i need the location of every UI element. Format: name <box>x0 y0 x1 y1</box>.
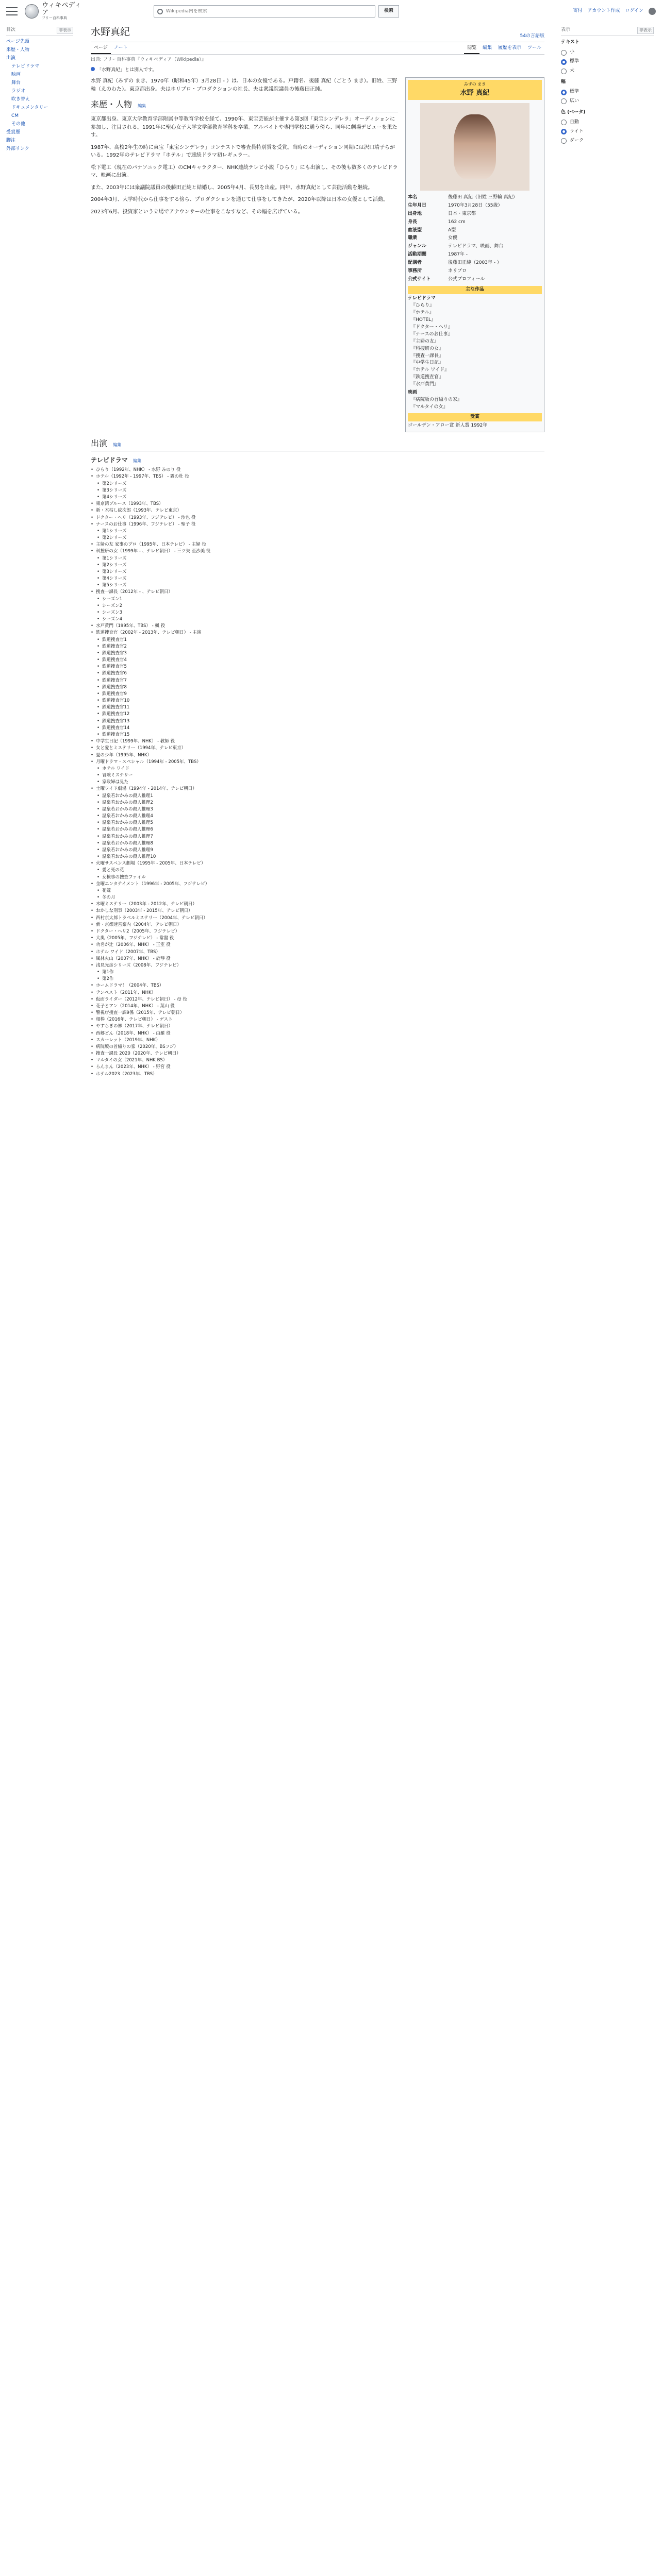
work-item[interactable]: • 火曜サスペンス劇場（1995年 - 2005年、日本テレビ） <box>91 860 544 867</box>
work-item[interactable]: • 東京湾ブルース（1993年、TBS） <box>91 501 544 507</box>
work-subitem[interactable]: • 温泉若おかみの殺人推理8 <box>97 840 544 847</box>
work-item[interactable]: • 警視庁捜査一課9係（2015年、テレビ朝日） <box>91 1010 544 1016</box>
work-sublist <box>97 888 544 901</box>
infobox-work-link[interactable]: 『ナースのお仕事』 <box>411 331 453 337</box>
infobox-value: 公式プロフィール <box>448 277 485 282</box>
work-item[interactable]: • 新・木枯し紋次郎（1993年、テレビ東京） <box>91 507 544 514</box>
work-item[interactable]: • ドクター・ヘリ（1993年、フジテレビ） - 沙也 役 <box>91 515 544 521</box>
toc-sidebar <box>6 27 73 154</box>
intro-paragraph: 水野 真紀（みずの まき、1970年（昭和45年）3月28日 - ）は、日本の女優である。戸籍名、後藤 真紀（ごとう まき）。旧姓、三野輪（えのわた）。東京都出身。夫はホリプロ・プロダクションの社長、夫は衆議院議員の後藤田正純。 <box>91 78 398 92</box>
bio-paragraph: 1987年、高校2年生の時に東宝「東宝シンデレラ」コンテストで審査員特別賞を受賞。当時のオーディション同期には沢口靖子らがいる。1992年のテレビドラマ「ホテル」で連続ドラマ初レギュラー。 <box>91 144 395 159</box>
edit-section-link[interactable]: 編集 <box>113 442 122 447</box>
section-appearances-heading <box>91 437 544 451</box>
work-sublist <box>97 481 544 501</box>
work-item[interactable]: • ひらり（1992年、NHK） - 水野 みのり 役 <box>91 467 544 473</box>
wikipedia-globe-icon <box>25 4 39 19</box>
toc-item[interactable]: その他 <box>11 121 26 127</box>
work-subitem[interactable]: • 温泉若おかみの殺人推理1 <box>97 793 544 800</box>
work-subitem[interactable]: • 第5シリーズ <box>97 582 544 589</box>
infobox-label: 事務所 <box>408 268 422 274</box>
color-radio[interactable] <box>561 137 654 146</box>
toc-list <box>6 38 73 153</box>
infobox-row <box>408 210 542 218</box>
info-icon <box>91 67 95 71</box>
color-label: ライト <box>570 128 584 134</box>
search-button[interactable]: 検索 <box>378 5 399 18</box>
work-item[interactable]: • 主婦の友 家事のプロ（1995年、日本テレビ） - 主婦 役 <box>91 541 544 548</box>
color-label: 自動 <box>570 119 580 125</box>
infobox-work-link[interactable]: 『科捜研の女』 <box>411 346 444 351</box>
tagline: 出典: フリー百科事典『ウィキペディア（Wikipedia）』 <box>91 57 206 63</box>
text-size-radio[interactable] <box>561 48 654 57</box>
toc-item[interactable]: 外部リンク <box>6 146 29 151</box>
work-item[interactable]: • 風林火山（2007年、NHK） - 於琴 役 <box>91 956 544 962</box>
site-logo[interactable] <box>25 2 87 21</box>
work-subitem[interactable]: • 温泉若おかみの殺人推理5 <box>97 820 544 826</box>
main-menu-icon[interactable] <box>6 7 18 15</box>
work-sublist <box>97 766 544 786</box>
infobox-row <box>408 194 542 202</box>
infobox-row <box>408 251 542 259</box>
section-bio-title: 来歴・人物 <box>91 99 133 110</box>
work-subitem[interactable]: • 冬の月 <box>97 894 544 901</box>
work-subitem[interactable]: • 鉄道捜査官8 <box>97 684 544 691</box>
work-subitem[interactable]: • 鉄道捜査官15 <box>97 732 544 738</box>
work-item[interactable]: • 新・京都迷宮案内（2004年、テレビ朝日） <box>91 922 544 928</box>
infobox <box>405 77 544 432</box>
appearance-hide-button[interactable]: 非表示 <box>637 27 654 34</box>
work-subitem[interactable]: • 花嫁 <box>97 888 544 894</box>
work-subitem[interactable]: • 鉄道捜査官14 <box>97 725 544 732</box>
radio-button-icon[interactable] <box>561 50 567 56</box>
work-item[interactable]: • やすらぎの郷（2017年、テレビ朝日） <box>91 1023 544 1030</box>
work-subitem[interactable]: • 鉄道捜査官7 <box>97 677 544 684</box>
infobox-row <box>408 218 542 227</box>
search-box[interactable] <box>154 5 375 18</box>
section-appearances-title: 出演 <box>91 438 108 448</box>
work-subitem[interactable]: • 鉄道捜査官2 <box>97 643 544 650</box>
infobox-work-link[interactable]: 『鉄道捜査官』 <box>411 375 444 380</box>
text-size-label: 大 <box>570 68 575 74</box>
infobox-works-title: 主な作品 <box>408 286 542 294</box>
language-button[interactable]: 54の言語版 <box>520 33 544 39</box>
create-account-link[interactable]: アカウント作成 <box>587 8 620 14</box>
work-subitem[interactable]: • 第1作 <box>97 969 544 976</box>
work-subitem[interactable]: • ホテル ワイド <box>97 766 544 772</box>
text-size-radio[interactable] <box>561 57 654 66</box>
radio-button-icon[interactable] <box>561 59 567 65</box>
work-subitem[interactable]: • シーズン3 <box>97 609 544 616</box>
infobox-row <box>408 227 542 235</box>
article-body <box>91 77 398 432</box>
work-item[interactable]: • 捜査一課長（2012年 - 、テレビ朝日） <box>91 589 544 596</box>
toc-item[interactable]: 舞台 <box>11 80 21 86</box>
toc-item[interactable]: 来歴・人物 <box>6 47 30 53</box>
infobox-label: 職業 <box>408 235 418 241</box>
infobox-label: ジャンル <box>408 244 426 249</box>
work-item[interactable]: • ホテル（1992年 - 1997年、TBS） - 霧の杜 役 <box>91 473 544 480</box>
work-subitem[interactable]: • 第2作 <box>97 976 544 982</box>
color-title: 色 (ベータ) <box>561 109 586 115</box>
work-subitem[interactable]: • シーズン2 <box>97 603 544 609</box>
work-item[interactable]: • 仮面ライダー（2012年、テレビ朝日） - 母 役 <box>91 996 544 1003</box>
color-radio[interactable] <box>561 118 654 127</box>
text-size-title: テキスト <box>561 40 580 45</box>
work-item[interactable]: • 金曜エンタテイメント（1996年 - 2005年、フジテレビ） <box>91 881 544 888</box>
infobox-works-sub: テレビドラマ <box>408 296 436 301</box>
work-subitem[interactable]: • シーズン1 <box>97 596 544 603</box>
work-item[interactable]: • スカーレット（2019年、NHK） <box>91 1037 544 1044</box>
infobox-award-section: 受賞 <box>408 413 542 421</box>
radio-button-icon[interactable] <box>561 129 567 134</box>
width-label: 広い <box>570 98 580 104</box>
infobox-row <box>408 243 542 251</box>
toc-title: 目次 <box>6 27 16 32</box>
work-subitem[interactable]: • 第1シリーズ <box>97 528 544 535</box>
work-subitem[interactable]: • 第1シリーズ <box>97 555 544 562</box>
login-link[interactable]: ログイン <box>625 8 643 14</box>
site-header <box>0 0 662 23</box>
infobox-value: 後藤田正純（2003年 - ） <box>448 260 502 266</box>
work-item[interactable]: • 相棒（2016年、テレビ朝日） - ゲスト <box>91 1016 544 1023</box>
work-subitem[interactable]: • 温泉若おかみの殺人推理10 <box>97 854 544 860</box>
infobox-value: ホリプロ <box>448 268 467 274</box>
portrait-image[interactable] <box>420 103 529 191</box>
work-subitem[interactable]: • 鉄道捜査官5 <box>97 664 544 670</box>
work-item[interactable]: • 捜査一課長 2020（2020年、テレビ朝日） <box>91 1050 544 1057</box>
infobox-row <box>408 267 542 276</box>
width-radio[interactable] <box>561 97 654 106</box>
site-subtitle: フリー百科事典 <box>42 16 68 21</box>
text-size-label: 標準 <box>570 59 580 64</box>
bio-paragraph: 東京都出身。東京大学教育学部附属中等教育学校を経て、1990年、東宝芸能が主催する第3回「東宝シンデレラ」オーディションに参加し、注目される。1991年に聖心女子大学文学部教育学科を卒業。アルバイトや専門学校に通う傍ら、同年に劇場デビューを果たす。 <box>91 116 398 139</box>
work-subitem[interactable]: • 第2シリーズ <box>97 535 544 541</box>
text-size-radio[interactable] <box>561 66 654 76</box>
work-subitem[interactable]: • 第3シリーズ <box>97 487 544 494</box>
infobox-rows <box>408 194 542 284</box>
page-tabs <box>91 44 544 55</box>
section-bio-heading <box>91 98 398 112</box>
work-subitem[interactable]: • シーズン4 <box>97 616 544 623</box>
work-sublist <box>97 555 544 589</box>
work-item[interactable]: • ナースのお仕事（1996年、フジテレビ） - 聖子 役 <box>91 521 544 528</box>
site-title: ウィキペディア <box>42 1 81 17</box>
work-item[interactable]: • ドクター・ヘリ2（2005年、フジテレビ） <box>91 928 544 935</box>
header-links <box>573 8 656 15</box>
user-menu-icon[interactable] <box>649 8 656 15</box>
work-sublist <box>97 793 544 861</box>
work-subitem[interactable]: • 温泉若おかみの殺人推理6 <box>97 826 544 833</box>
main-content <box>91 25 544 1078</box>
work-item[interactable]: • 科捜研の女（1999年 - 、テレビ朝日） - 三ツ矢 亜沙美 役 <box>91 548 544 555</box>
work-subitem[interactable]: • 家政婦は見た <box>97 779 544 786</box>
bio-paragraphs <box>91 115 398 216</box>
infobox-work-link[interactable]: 『ホテル』 <box>411 310 434 315</box>
toc-item[interactable]: 脚注 <box>6 138 16 143</box>
toc-item[interactable]: テレビドラマ <box>11 64 39 70</box>
work-subitem[interactable]: • 温泉若おかみの殺人推理3 <box>97 806 544 813</box>
infobox-label: 生年月日 <box>408 202 427 208</box>
work-item[interactable]: • らんまん（2023年、NHK） - 野宮 役 <box>91 1064 544 1071</box>
work-subitem[interactable]: • 鉄道捜査官1 <box>97 637 544 643</box>
work-item[interactable]: • ホテル ワイド（2007年、TBS） <box>91 949 544 956</box>
width-options <box>561 88 654 106</box>
infobox-work-link[interactable]: 『水戸黄門』 <box>411 382 439 387</box>
work-item[interactable]: • ホームドラマ！（2004年、TBS） <box>91 982 544 989</box>
tab-talk[interactable]: ノート <box>113 45 128 51</box>
infobox-value: 後藤田 真紀（旧姓 三野輪 真紀） <box>448 194 518 200</box>
work-subitem[interactable]: • 第2シリーズ <box>97 481 544 487</box>
work-item[interactable]: • おかしな刑事（2003年 - 2015年、テレビ朝日） <box>91 908 544 914</box>
infobox-value: 女優 <box>448 235 458 241</box>
infobox-row <box>408 276 542 284</box>
search-icon <box>157 9 163 14</box>
work-subitem[interactable]: • 鉄道捜査官12 <box>97 711 544 718</box>
infobox-films-list <box>408 397 542 411</box>
infobox-film-link[interactable]: 『病院坂の首縊りの家』 <box>411 397 462 403</box>
work-item[interactable]: • 月曜ドラマ・スペシャル（1994年 - 2005年、TBS） <box>91 759 544 766</box>
infobox-row <box>408 202 542 210</box>
work-subitem[interactable]: • 冒険ミステリー <box>97 772 544 779</box>
infobox-works-list <box>408 302 542 388</box>
infobox-value: A型 <box>448 227 456 233</box>
appearance-sidebar <box>561 27 654 146</box>
tab-read[interactable]: 閲覧 <box>464 44 479 54</box>
color-label: ダーク <box>570 138 584 143</box>
work-subitem[interactable]: • 第3シリーズ <box>97 569 544 575</box>
edit-section-link[interactable]: 編集 <box>138 104 146 109</box>
work-subitem[interactable]: • 第2シリーズ <box>97 562 544 569</box>
section-tv-heading <box>91 455 544 465</box>
radio-button-icon[interactable] <box>561 90 567 95</box>
infobox-label: 血液型 <box>408 227 422 233</box>
infobox-kana: みずの まき <box>464 82 486 87</box>
work-subitem[interactable]: • 愛と死の花 <box>97 867 544 874</box>
toc-hide-button[interactable]: 非表示 <box>57 27 73 34</box>
infobox-row <box>408 234 542 243</box>
work-item[interactable]: • 土曜ワイド劇場（1994年 - 2014年、テレビ朝日） <box>91 786 544 792</box>
tab-article[interactable]: ページ <box>91 44 111 54</box>
width-radio[interactable] <box>561 88 654 97</box>
radio-button-icon[interactable] <box>561 69 567 74</box>
work-item[interactable]: • 病院坂の首縊りの家（2020年、BSフジ） <box>91 1044 544 1050</box>
tab-history[interactable]: 履歴を表示 <box>498 45 522 51</box>
width-label: 標準 <box>570 89 580 95</box>
work-subitem[interactable]: • 鉄道捜査官6 <box>97 670 544 677</box>
radio-button-icon[interactable] <box>561 98 567 104</box>
work-item[interactable]: • 木曜ミステリー（2003年 - 2012年、テレビ朝日） <box>91 901 544 908</box>
infobox-label: 出身地 <box>408 211 422 216</box>
infobox-work-link[interactable]: 『HOTEL』 <box>411 317 436 323</box>
infobox-work-link[interactable]: 『ホテル ワイド』 <box>411 367 450 373</box>
work-subitem[interactable]: • 鉄道捜査官9 <box>97 691 544 698</box>
page-title: 水野真紀 <box>91 26 130 38</box>
work-subitem[interactable]: • 女検事の捜査ファイル <box>97 874 544 881</box>
bio-paragraph: 2004年3月、大学時代から仕事をする傍ら、プロダクションを通じて仕事をしてきたが、2020年以降は日本の女優として活動。 <box>91 197 389 203</box>
bio-paragraph: また、2003年には衆議院議員の後藤田正純と結婚し、2005年4月、長男を出産。同年、水野真紀として芸能活動を継続。 <box>91 184 373 191</box>
infobox-value: 1970年3月28日（55歳） <box>448 202 503 208</box>
work-item[interactable]: • ホテル2023（2023年、TBS） <box>91 1071 544 1078</box>
work-item[interactable]: • 功名が辻（2006年、NHK） - 正室 役 <box>91 942 544 948</box>
infobox-work-link[interactable]: 『捜査一課長』 <box>411 353 444 359</box>
work-sublist <box>97 528 544 541</box>
work-subitem[interactable]: • 第4シリーズ <box>97 575 544 582</box>
work-item[interactable]: • 中学生日記（1999年、NHK） - 教師 役 <box>91 738 544 745</box>
toc-item[interactable]: ページ先頭 <box>6 39 29 45</box>
infobox-film-link[interactable]: 『マルタイの女』 <box>411 404 448 410</box>
radio-button-icon[interactable] <box>561 138 567 144</box>
appearance-title: 表示 <box>561 27 571 32</box>
text-size-options <box>561 48 654 76</box>
hatnote-text: 「水野真紀」とは別人です。 <box>97 67 157 73</box>
infobox-label: 身長 <box>408 219 418 225</box>
work-item[interactable]: • 花子とアン（2014年、NHK） - 葉山 役 <box>91 1003 544 1010</box>
work-item[interactable]: • 浅見光彦シリーズ（2008年、フジテレビ） <box>91 962 544 969</box>
infobox-label: 活動期間 <box>408 252 427 258</box>
infobox-award: ゴールデン・アロー賞 新人賞 1992年 <box>408 422 488 428</box>
infobox-value: 1987年 - <box>448 252 468 258</box>
search-input[interactable] <box>166 9 372 14</box>
work-subitem[interactable]: • 鉄道捜査官3 <box>97 650 544 657</box>
edit-section-link[interactable]: 編集 <box>133 458 141 463</box>
width-title: 幅 <box>561 79 566 85</box>
tab-edit[interactable]: 編集 <box>483 45 492 51</box>
infobox-label: 公式サイト <box>408 277 431 282</box>
section-tv-title: テレビドラマ <box>91 456 128 464</box>
infobox-work-link[interactable]: 『中学生日記』 <box>411 360 444 366</box>
work-subitem[interactable]: • 第4シリーズ <box>97 494 544 501</box>
work-item[interactable]: • 西郷どん（2018年、NHK） - 由羅 役 <box>91 1030 544 1037</box>
color-radio[interactable] <box>561 127 654 137</box>
bio-paragraph: 松下電工（現在のパナソニック電工）のCMキャラクター、NHK連続テレビ小説「ひらり」にも出演し、その後も数多くのテレビドラマ、映画に出演。 <box>91 164 398 179</box>
work-subitem[interactable]: • 鉄道捜査官10 <box>97 698 544 704</box>
work-subitem[interactable]: • 温泉若おかみの殺人推理4 <box>97 813 544 820</box>
work-subitem[interactable]: • 温泉若おかみの殺人推理2 <box>97 800 544 806</box>
work-item[interactable]: • テンペスト（2011年、NHK） <box>91 990 544 996</box>
hatnote <box>91 67 544 74</box>
work-item[interactable]: • 鉄道捜査官（2002年 - 2013年、テレビ朝日） - 主演 <box>91 630 544 636</box>
work-subitem[interactable]: • 温泉若おかみの殺人推理7 <box>97 834 544 840</box>
toc-item[interactable]: 吹き替え <box>11 96 30 102</box>
infobox-value: 日本・東京都 <box>448 211 476 216</box>
toc-item[interactable]: ドキュメンタリー <box>11 105 48 110</box>
radio-button-icon[interactable] <box>561 120 567 125</box>
infobox-value: 162 cm <box>448 219 466 225</box>
toc-item[interactable]: 出演 <box>6 56 16 61</box>
infobox-work-link[interactable]: 『ひらり』 <box>411 302 435 308</box>
toc-item[interactable]: ラジオ <box>11 89 26 94</box>
tab-tools[interactable]: ツール <box>527 45 541 51</box>
bio-paragraph: 2023年6月、投資家という立場でアナウンサーの仕事をこなすなど、その幅を広げている。 <box>91 209 303 215</box>
work-item[interactable]: • 西村京太郎トラベルミステリー（2004年、テレビ朝日） <box>91 915 544 922</box>
infobox-row <box>408 259 542 267</box>
work-sublist <box>97 596 544 623</box>
infobox-label: 配偶者 <box>408 260 422 266</box>
work-sublist <box>97 969 544 982</box>
infobox-value: テレビドラマ、映画、舞台 <box>448 244 504 249</box>
text-size-label: 小 <box>570 49 575 55</box>
work-sublist <box>97 867 544 880</box>
work-item[interactable]: • 夏の少年（1995年、NHK） <box>91 752 544 759</box>
work-item[interactable]: • 水戸黄門（1995年、TBS） - 楓 役 <box>91 623 544 630</box>
infobox-label: 本名 <box>408 194 418 200</box>
work-subitem[interactable]: • 鉄道捜査官11 <box>97 704 544 711</box>
work-subitem[interactable]: • 鉄道捜査官4 <box>97 657 544 664</box>
toc-item[interactable]: 受賞歴 <box>6 129 21 135</box>
infobox-name: 水野 真紀 <box>460 89 490 97</box>
work-item[interactable]: • 女と愛とミステリー（1994年、テレビ東京） <box>91 745 544 752</box>
toc-item[interactable]: 映画 <box>11 72 21 78</box>
work-item[interactable]: • 大奥（2005年、フジテレビ） - 常盤 役 <box>91 935 544 942</box>
donate-link[interactable]: 寄付 <box>573 8 583 14</box>
work-item[interactable]: • マルタイの女（2021年、NHK BS） <box>91 1057 544 1064</box>
work-subitem[interactable]: • 鉄道捜査官13 <box>97 718 544 725</box>
work-subitem[interactable]: • 温泉若おかみの殺人推理9 <box>97 847 544 854</box>
infobox-work-link[interactable]: 『ドクター・ヘリ』 <box>411 324 453 330</box>
work-sublist <box>97 637 544 739</box>
infobox-work-link[interactable]: 『主婦の友』 <box>411 338 439 344</box>
infobox-film-sub: 映画 <box>408 390 418 396</box>
tv-drama-list <box>91 467 544 1077</box>
color-options <box>561 118 654 146</box>
toc-item[interactable]: CM <box>11 113 19 118</box>
